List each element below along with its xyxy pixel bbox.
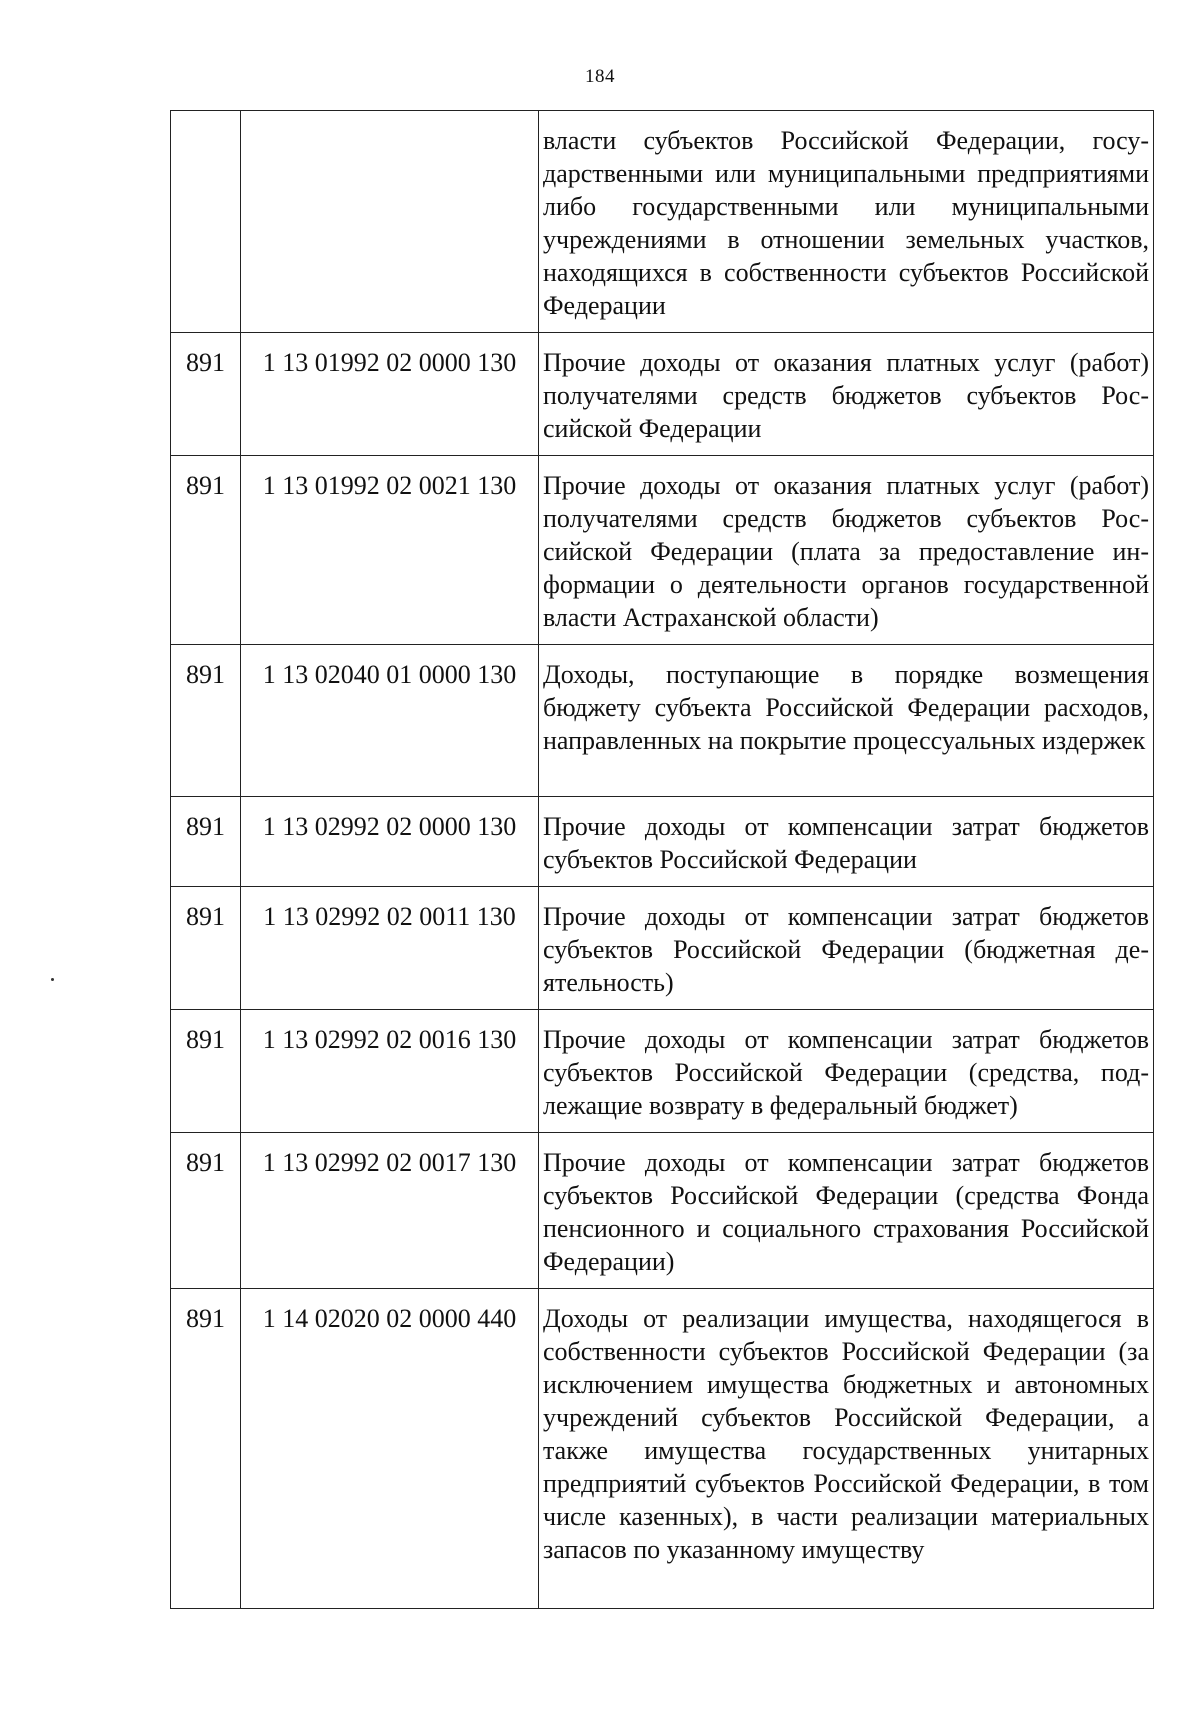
table-row	[171, 1010, 1154, 1133]
admin-code-cell: 891	[171, 887, 241, 1010]
revenue-codes-table	[170, 110, 1154, 1609]
admin-code-cell: 891	[171, 797, 241, 887]
budget-code-cell: 1 13 02992 02 0016 130	[241, 1010, 539, 1133]
table-row	[171, 333, 1154, 456]
budget-code-cell: 1 13 02992 02 0000 130	[241, 797, 539, 887]
table-row	[171, 1133, 1154, 1289]
description-cell: Прочие доходы от компенсации затрат бюджетов субъектов Российской Федерации (средства, подлежащие возврату в федеральный бюджет)	[539, 1010, 1154, 1133]
description-cell: Прочие доходы от компенсации затрат бюджетов субъектов Российской Федерации	[539, 797, 1154, 887]
table-row	[171, 111, 1154, 333]
description-cell: Прочие доходы от компенсации затрат бюджетов субъектов Российской Федерации (бюджетная деятельность)	[539, 887, 1154, 1010]
description-cell: Доходы, поступающие в порядке возмещения бюджету субъекта Российской Федерации расходов, направленных на покрытие процессуальных издержек	[539, 645, 1154, 797]
admin-code-cell: 891	[171, 1010, 241, 1133]
scan-speck	[51, 978, 54, 981]
description-cell: Прочие доходы от оказания платных услуг (работ) получателями средств бюджетов субъектов Российской Федерации	[539, 333, 1154, 456]
admin-code-cell: 891	[171, 456, 241, 645]
description-cell: Прочие доходы от компенсации затрат бюджетов субъектов Российской Федерации (средства Фонда пенсионного и социального страхования Российской Федерации)	[539, 1133, 1154, 1289]
admin-code-cell: 891	[171, 1289, 241, 1609]
page-number: 184	[585, 66, 615, 87]
table-row	[171, 797, 1154, 887]
admin-code-cell: 891	[171, 1133, 241, 1289]
budget-code-cell	[241, 111, 539, 333]
description-cell: власти субъектов Российской Федерации, государственными или муниципальными предприятиями либо государственными или муниципальными учреждениями в отношении земельных участков, находящихся в собственности субъектов Российской Федерации	[539, 111, 1154, 333]
table-row	[171, 456, 1154, 645]
budget-code-cell: 1 13 02040 01 0000 130	[241, 645, 539, 797]
admin-code-cell	[171, 111, 241, 333]
budget-code-cell: 1 13 01992 02 0021 130	[241, 456, 539, 645]
admin-code-cell: 891	[171, 645, 241, 797]
description-cell: Доходы от реализации имущества, находящегося в собственности субъектов Российской Федерации (за исключением имущества бюджетных и автономных учреждений субъектов Российской Федерации, а также имущества государственных унитарных предприятий субъектов Российской Федерации, в том числе казенных), в части реализации материальных запасов по указанному имуществу	[539, 1289, 1154, 1609]
table-row	[171, 645, 1154, 797]
table-row	[171, 1289, 1154, 1609]
table-row	[171, 887, 1154, 1010]
budget-code-cell: 1 13 02992 02 0017 130	[241, 1133, 539, 1289]
budget-code-cell: 1 13 02992 02 0011 130	[241, 887, 539, 1010]
budget-code-cell: 1 13 01992 02 0000 130	[241, 333, 539, 456]
admin-code-cell: 891	[171, 333, 241, 456]
description-cell: Прочие доходы от оказания платных услуг (работ) получателями средств бюджетов субъектов Российской Федерации (плата за предоставление информации о деятельности органов государственной власти Астраханской области)	[539, 456, 1154, 645]
budget-code-cell: 1 14 02020 02 0000 440	[241, 1289, 539, 1609]
